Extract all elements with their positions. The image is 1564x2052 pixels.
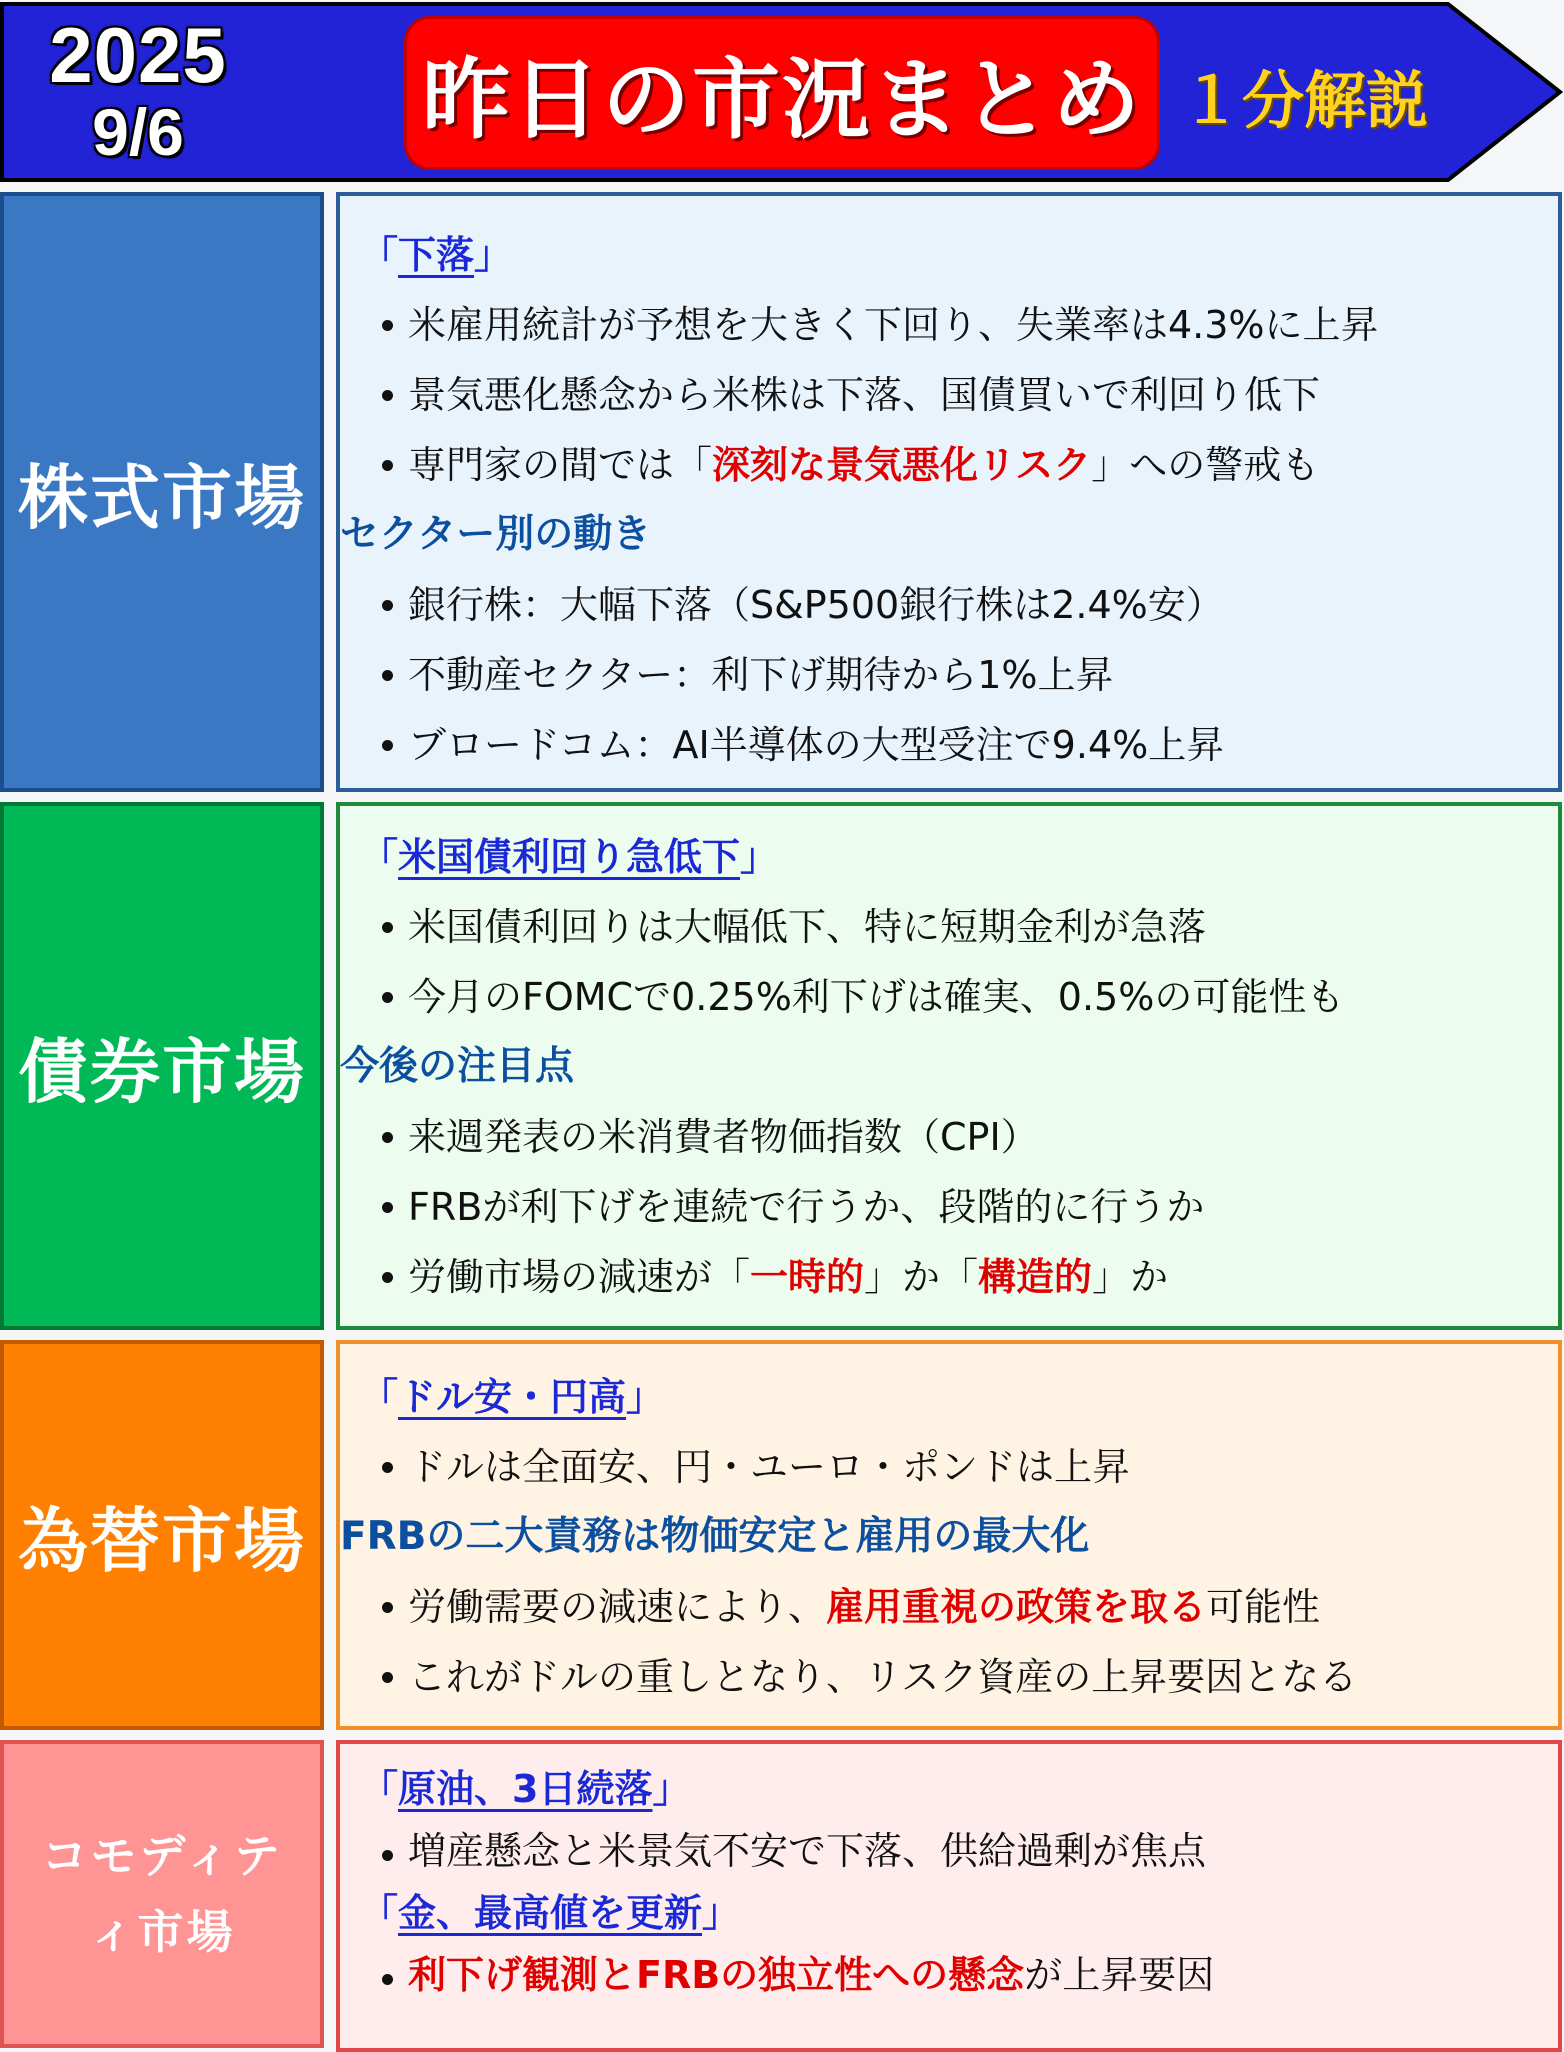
header-banner (0, 0, 1564, 184)
section-subheading: セクター別の動き (340, 512, 652, 557)
section-label: 株式市場 (18, 456, 306, 539)
highlight-text: 雇用重視の政策を取る (826, 1585, 1207, 1629)
section-label: コモディテ ィ市場 (41, 1829, 283, 1959)
highlight-text: 構造的 (978, 1255, 1093, 1299)
section-headline: 「金、最高値を更新」 (360, 1891, 741, 1935)
list-item: 増産懸念と米景気不安で下落、供給過剰が焦点 (360, 1820, 1558, 1882)
section-label-box (0, 1340, 324, 1730)
list-item: 来週発表の米消費者物価指数（CPI） (360, 1102, 1558, 1172)
list-item: 利下げ観測とFRBの独立性への懸念が上昇要因 (360, 1944, 1558, 2006)
page-subtitle: １分解説 (1180, 64, 1429, 137)
section-headline: 「下落」 (360, 233, 513, 277)
list-item: ブロードコム：AI半導体の大型受注で9.4%上昇 (360, 710, 1558, 780)
section-headline: 「米国債利回り急低下」 (360, 835, 779, 879)
section-headline: 「原油、3日続落」 (360, 1767, 691, 1811)
section-subheading: FRBの二大責務は物価安定と雇用の最大化 (340, 1514, 1090, 1559)
section-content (336, 192, 1562, 792)
section-subheading: 今後の注目点 (340, 1044, 575, 1089)
highlight-text: 利下げ観測とFRBの独立性への懸念 (408, 1953, 1025, 1997)
list-item: 今月のFOMCで0.25%利下げは確実、0.5%の可能性も (360, 962, 1558, 1032)
list-item: 不動産セクター：利下げ期待から1%上昇 (360, 640, 1558, 710)
date-year: 2025 (49, 11, 227, 99)
section-stock-market (0, 192, 1564, 792)
section-label: 債券市場 (18, 1030, 306, 1113)
section-content (336, 802, 1562, 1330)
list-item: ドルは全面安、円・ユーロ・ポンドは上昇 (360, 1432, 1558, 1502)
section-label-box (0, 1740, 324, 2048)
section-content (336, 1740, 1562, 2052)
section-fx-market (0, 1340, 1564, 1730)
list-item: 労働市場の減速が「一時的」か「構造的」か (360, 1242, 1558, 1312)
date-day: 9/6 (92, 95, 184, 169)
title-badge (404, 16, 1160, 170)
list-item: 米国債利回りは大幅低下、特に短期金利が急落 (360, 892, 1558, 962)
list-item: 米雇用統計が予想を大きく下回り、失業率は4.3%に上昇 (360, 290, 1558, 360)
section-label-box (0, 192, 324, 792)
section-headline: 「ドル安・円高」 (360, 1375, 665, 1419)
list-item: 専門家の間では「深刻な景気悪化リスク」への警戒も (360, 430, 1558, 500)
section-commodity-market (0, 1740, 1564, 2048)
list-item: これがドルの重しとなり、リスク資産の上昇要因となる (360, 1642, 1558, 1712)
list-item: 景気悪化懸念から米株は下落、国債買いで利回り低下 (360, 360, 1558, 430)
list-item: FRBが利下げを連続で行うか、段階的に行うか (360, 1172, 1558, 1242)
section-label: 為替市場 (18, 1499, 306, 1582)
highlight-text: 一時的 (750, 1255, 865, 1299)
section-content (336, 1340, 1562, 1730)
list-item: 銀行株：大幅下落（S&P500銀行株は2.4%安） (360, 570, 1558, 640)
list-item: 労働需要の減速により、雇用重視の政策を取る可能性 (360, 1572, 1558, 1642)
page-title: 昨日の市況まとめ (421, 48, 1142, 151)
section-label-box (0, 802, 324, 1330)
section-bond-market (0, 802, 1564, 1330)
highlight-text: 深刻な景気悪化リスク (712, 443, 1092, 487)
